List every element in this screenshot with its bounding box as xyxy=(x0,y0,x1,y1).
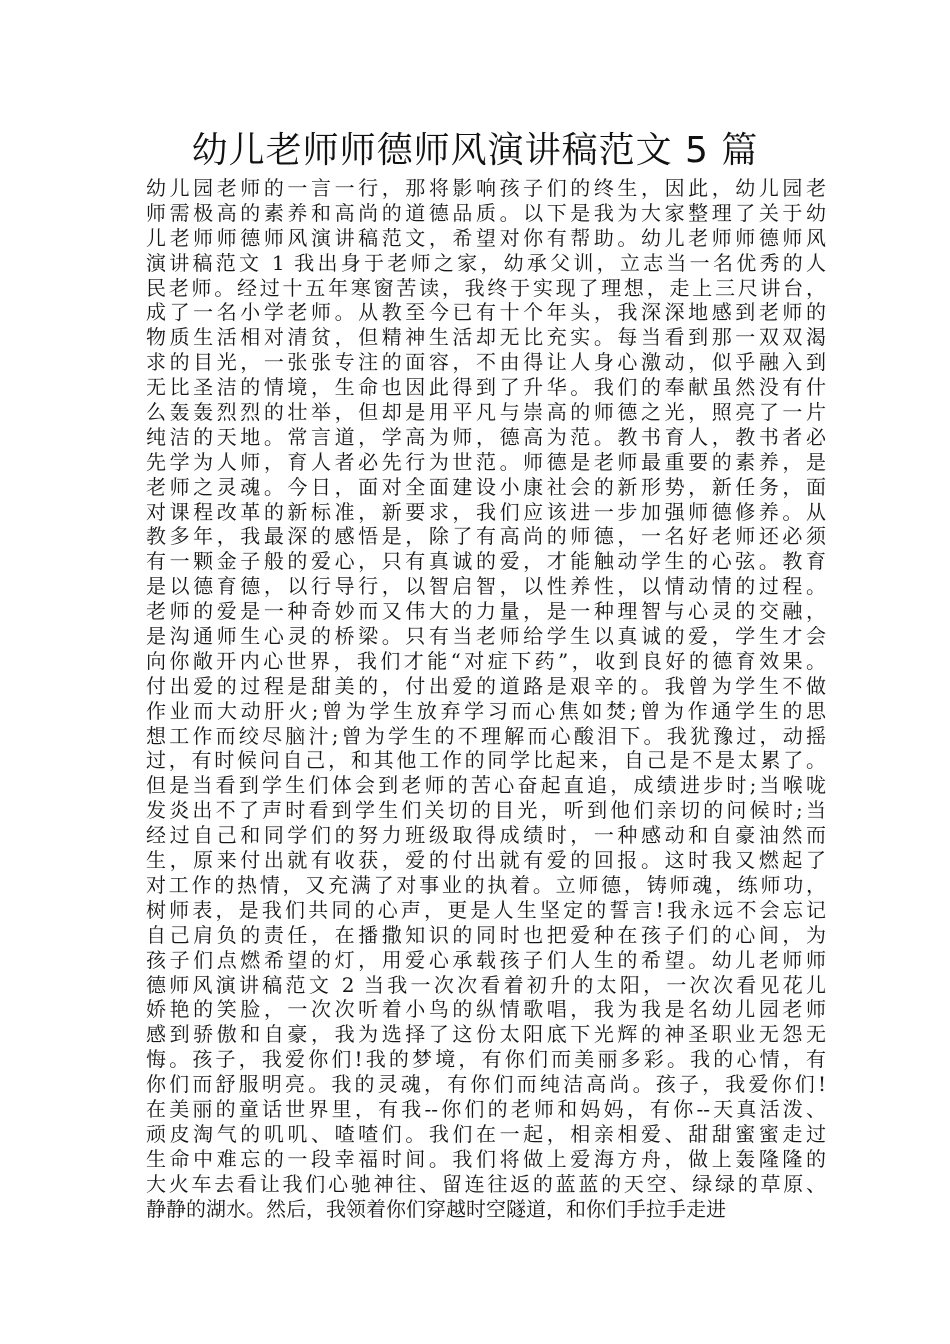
body-text-line: 先学为人师，育人者必先行为世范。师德是老师最重要的素养，是 xyxy=(146,449,826,474)
body-text-line: 民老师。经过十五年寒窗苦读，我终于实现了理想，走上三尺讲台， xyxy=(146,275,826,300)
body-text-line: 幼儿园老师的一言一行，那将影响孩子们的终生，因此，幼儿园老 xyxy=(146,176,826,200)
body-text-line: 生命中难忘的一段幸福时间。我们将做上爱海方舟，做上轰隆隆的 xyxy=(146,1146,826,1171)
body-text-line: 树师表，是我们共同的心声，更是人生坚定的誓言!我永远不会忘记 xyxy=(146,897,826,922)
body-text-line: 想工作而绞尽脑汁;曾为学生的不理解而心酸泪下。我犹豫过，动摇 xyxy=(146,723,826,748)
body-text-line: 儿老师师德师风演讲稿范文，希望对你有帮助。幼儿老师师德师风 xyxy=(146,225,826,250)
body-text-line: 有一颗金子般的爱心，只有真诚的爱，才能触动学生的心弦。教育 xyxy=(146,549,826,574)
document-title: 幼儿老师师德师风演讲稿范文 5 篇 xyxy=(191,130,759,171)
body-text-line: 在美丽的童话世界里，有我--你们的老师和妈妈，有你--天真活泼、 xyxy=(146,1096,826,1121)
body-text-line: 大火车去看让我们心驰神往、留连往返的蓝蓝的天空、绿绿的草原、 xyxy=(146,1171,826,1196)
body-text-line: 物质生活相对清贫，但精神生活却无比充实。每当看到那一双双渴 xyxy=(146,325,826,350)
body-text-line: 悔。孩子，我爱你们!我的梦境，有你们而美丽多彩。我的心情，有 xyxy=(146,1047,826,1072)
body-text-line: 自己肩负的责任，在播撒知识的同时也把爱种在孩子们的心间，为 xyxy=(146,922,826,947)
body-text-line: 对课程改革的新标准，新要求，我们应该进一步加强师德修养。从 xyxy=(146,499,826,524)
body-text-line: 过，有时候问自己，和其他工作的同学比起来，自己是不是太累了。 xyxy=(146,748,826,773)
body-text-line: 老师之灵魂。今日，面对全面建设小康社会的新形势，新任务，面 xyxy=(146,474,826,499)
body-text-line: 求的目光，一张张专注的面容，不由得让人身心激动，似乎融入到 xyxy=(146,350,826,375)
body-text-line: 付出爱的过程是甜美的，付出爱的道路是艰辛的。我曾为学生不做 xyxy=(146,673,826,698)
body-text-line: 无比圣洁的情境，生命也因此得到了升华。我们的奉献虽然没有什 xyxy=(146,375,826,400)
body-text-line: 么轰轰烈烈的壮举，但却是用平凡与崇高的师德之光，照亮了一片 xyxy=(146,400,826,425)
body-text-line: 是沟通师生心灵的桥梁。只有当老师给学生以真诚的爱，学生才会 xyxy=(146,624,826,649)
body-text-line: 但是当看到学生们体会到老师的苦心奋起直追，成绩进步时;当喉咙 xyxy=(146,773,826,798)
body-text-line: 成了一名小学老师。从教至今已有十个年头，我深深地感到老师的 xyxy=(146,300,826,325)
body-text-line: 是以德育德，以行导行，以智启智，以性养性，以情动情的过程。 xyxy=(146,574,826,599)
body-text-line: 娇艳的笑脸，一次次听着小鸟的纵情歌唱，我为我是名幼儿园老师 xyxy=(146,997,826,1022)
body-text-line: 孩子们点燃希望的灯，用爱心承载孩子们人生的希望。幼儿老师师 xyxy=(146,947,826,972)
body-text-line: 向你敞开内心世界，我们才能“对症下药”，收到良好的德育效果。 xyxy=(146,648,826,673)
body-text-line: 师需极高的素养和高尚的道德品质。以下是我为大家整理了关于幼 xyxy=(146,200,826,225)
document-body xyxy=(146,176,826,1221)
body-text-line: 德师风演讲稿范文 2 当我一次次看着初升的太阳，一次次看见花儿 xyxy=(146,972,826,997)
body-text-line: 老师的爱是一种奇妙而又伟大的力量，是一种理智与心灵的交融， xyxy=(146,599,826,624)
body-text-line: 生，原来付出就有收获，爱的付出就有爱的回报。这时我又燃起了 xyxy=(146,848,826,873)
body-text-line: 演讲稿范文 1 我出身于老师之家，幼承父训，立志当一名优秀的人 xyxy=(146,250,826,275)
body-text-line: 对工作的热情，又充满了对事业的执着。立师德，铸师魂，练师功， xyxy=(146,872,826,897)
body-text-line: 作业而大动肝火;曾为学生放弃学习而心焦如焚;曾为作通学生的思 xyxy=(146,698,826,723)
body-text-line: 发炎出不了声时看到学生们关切的目光，听到他们亲切的问候时;当 xyxy=(146,798,826,823)
body-text-line: 经过自己和同学们的努力班级取得成绩时，一种感动和自豪油然而 xyxy=(146,823,826,848)
body-text-line: 感到骄傲和自豪，我为选择了这份太阳底下光辉的神圣职业无怨无 xyxy=(146,1022,826,1047)
body-text-line: 静静的湖水。然后，我领着你们穿越时空隧道，和你们手拉手走进 xyxy=(146,1196,726,1221)
body-text-line: 你们而舒服明亮。我的灵魂，有你们而纯洁高尚。孩子，我爱你们! xyxy=(146,1072,826,1097)
body-text-line: 纯洁的天地。常言道，学高为师，德高为范。教书育人，教书者必 xyxy=(146,424,826,449)
body-text-line: 教多年，我最深的感悟是，除了有高尚的师德，一名好老师还必须 xyxy=(146,524,826,549)
body-text-line: 顽皮淘气的叽叽、喳喳们。我们在一起，相亲相爱、甜甜蜜蜜走过 xyxy=(146,1121,826,1146)
